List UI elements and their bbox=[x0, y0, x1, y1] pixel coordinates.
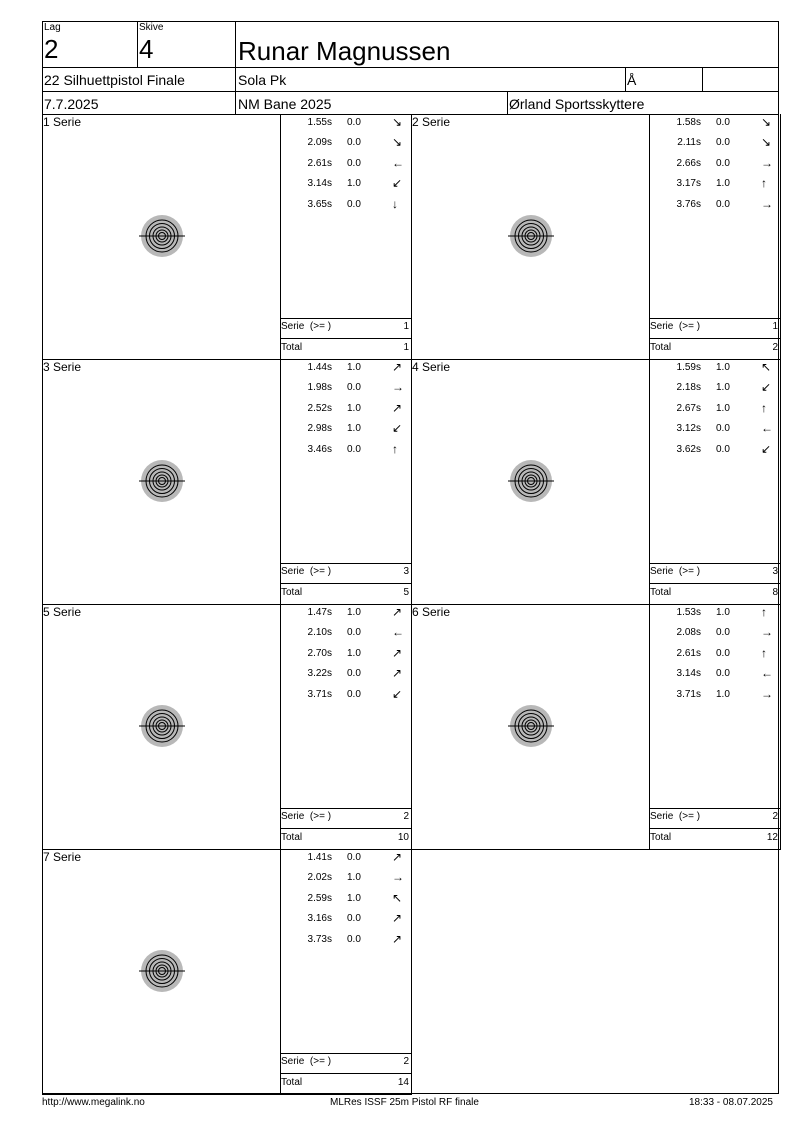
shot-time: 2.18s bbox=[676, 382, 701, 394]
series-title: 7 Serie bbox=[43, 850, 82, 864]
shot-direction-icon: → bbox=[761, 686, 773, 701]
shot-direction-icon: ↑ bbox=[392, 441, 398, 456]
footer-website: http://www.megalink.no bbox=[42, 1097, 145, 1108]
series-divider bbox=[411, 604, 412, 849]
shot-score: 1.0 bbox=[716, 362, 730, 373]
serie-score: 3 bbox=[772, 566, 778, 577]
shot-time: 2.61s bbox=[307, 157, 332, 169]
shot-score: 0.0 bbox=[716, 423, 730, 435]
shot-time: 1.47s bbox=[307, 607, 332, 618]
shot-direction-icon: ↗ bbox=[392, 605, 403, 619]
shot-time: 1.58s bbox=[676, 117, 701, 128]
series-divider bbox=[411, 604, 781, 605]
total-label: Total bbox=[650, 832, 672, 843]
shot-score: 0.0 bbox=[716, 157, 730, 169]
shot-direction-icon: ↗ bbox=[392, 911, 403, 926]
shot-time: 3.12s bbox=[676, 423, 701, 435]
shot-time: 1.44s bbox=[307, 362, 332, 373]
shot-direction-icon: ↗ bbox=[392, 400, 403, 415]
shot-score: 0.0 bbox=[347, 913, 361, 925]
club-name: Sola Pk bbox=[238, 72, 287, 88]
lag-label: Lag bbox=[44, 22, 61, 33]
shot-time: 2.02s bbox=[307, 872, 332, 884]
shot-score: 0.0 bbox=[347, 382, 361, 394]
serie-label: Serie (>= ) bbox=[281, 566, 332, 577]
series-divider bbox=[780, 359, 781, 604]
shot-direction-icon: ↗ bbox=[392, 931, 403, 946]
shot-score: 0.0 bbox=[716, 647, 730, 659]
shot-score: 0.0 bbox=[347, 443, 361, 455]
series-divider bbox=[280, 318, 411, 319]
shot-time: 2.08s bbox=[676, 627, 701, 639]
organizer-name: Ørland Sportsskyttere bbox=[509, 96, 645, 112]
shot-direction-icon: ← bbox=[392, 155, 404, 170]
shot-time: 3.62s bbox=[676, 443, 701, 455]
header-divider bbox=[702, 67, 703, 91]
series-divider bbox=[280, 1073, 411, 1074]
target-icon bbox=[139, 703, 185, 749]
shot-time: 2.52s bbox=[307, 402, 332, 414]
shot-score: 0.0 bbox=[716, 137, 730, 149]
shot-time: 1.59s bbox=[676, 362, 701, 373]
shot-time: 3.17s bbox=[676, 178, 701, 190]
series-divider bbox=[411, 849, 412, 1094]
shot-time: 1.98s bbox=[307, 382, 332, 394]
shot-score: 1.0 bbox=[716, 607, 730, 618]
series-title: 6 Serie bbox=[412, 605, 451, 619]
series-divider bbox=[42, 359, 412, 360]
shot-score: 0.0 bbox=[347, 627, 361, 639]
series-title: 2 Serie bbox=[412, 115, 451, 129]
shot-score: 0.0 bbox=[347, 852, 361, 863]
serie-score: 3 bbox=[403, 566, 409, 577]
target-icon bbox=[508, 458, 554, 504]
shot-time: 1.53s bbox=[676, 607, 701, 618]
header-divider bbox=[42, 67, 779, 68]
series-divider bbox=[649, 828, 780, 829]
shot-score: 0.0 bbox=[347, 137, 361, 149]
series-divider bbox=[280, 828, 411, 829]
serie-score: 2 bbox=[403, 811, 409, 822]
lag-value: 2 bbox=[44, 34, 59, 64]
shot-time: 3.73s bbox=[307, 933, 332, 945]
serie-label: Serie (>= ) bbox=[281, 321, 332, 332]
shot-time: 2.98s bbox=[307, 423, 332, 435]
series-divider bbox=[42, 1094, 412, 1095]
target-icon bbox=[139, 948, 185, 994]
shot-direction-icon: ↘ bbox=[761, 135, 772, 150]
shot-direction-icon: ↑ bbox=[761, 605, 767, 619]
total-score: 5 bbox=[403, 587, 409, 598]
shot-time: 3.65s bbox=[307, 198, 332, 210]
skive-value: 4 bbox=[139, 34, 154, 64]
shot-score: 0.0 bbox=[347, 157, 361, 169]
shot-direction-icon: ↘ bbox=[392, 135, 403, 150]
shot-time: 3.16s bbox=[307, 913, 332, 925]
shot-direction-icon: ↙ bbox=[761, 441, 772, 456]
shot-direction-icon: ← bbox=[392, 625, 404, 640]
series-divider bbox=[649, 583, 780, 584]
total-score: 1 bbox=[403, 342, 409, 353]
series-title: 3 Serie bbox=[43, 360, 82, 374]
shot-direction-icon: ↑ bbox=[761, 400, 767, 415]
event-name: 22 Silhuettpistol Finale bbox=[44, 72, 185, 88]
shot-score: 0.0 bbox=[716, 627, 730, 639]
shot-score: 0.0 bbox=[716, 117, 730, 128]
serie-label: Serie (>= ) bbox=[650, 321, 701, 332]
series-divider bbox=[42, 604, 412, 605]
serie-score: 2 bbox=[403, 1056, 409, 1067]
shot-time: 3.76s bbox=[676, 198, 701, 210]
shot-direction-icon: ↙ bbox=[392, 176, 403, 191]
shot-direction-icon: ↘ bbox=[392, 115, 403, 129]
shot-direction-icon: ↙ bbox=[761, 380, 772, 395]
shot-direction-icon: ↙ bbox=[392, 421, 403, 436]
serie-label: Serie (>= ) bbox=[281, 1056, 332, 1067]
shot-score: 0.0 bbox=[716, 198, 730, 210]
shot-direction-icon: → bbox=[392, 380, 404, 395]
shot-score: 1.0 bbox=[347, 892, 361, 904]
total-label: Total bbox=[650, 342, 672, 353]
shot-time: 3.22s bbox=[307, 668, 332, 680]
series-divider bbox=[280, 1053, 411, 1054]
shot-score: 0.0 bbox=[347, 117, 361, 128]
series-divider bbox=[280, 808, 411, 809]
competition-date: 7.7.2025 bbox=[44, 96, 99, 112]
shot-time: 2.67s bbox=[676, 402, 701, 414]
shot-score: 1.0 bbox=[347, 423, 361, 435]
serie-label: Serie (>= ) bbox=[650, 811, 701, 822]
footer-timestamp: 18:33 - 08.07.2025 bbox=[689, 1097, 773, 1108]
shot-direction-icon: ↗ bbox=[392, 666, 403, 681]
shot-direction-icon: ↘ bbox=[761, 115, 772, 129]
total-label: Total bbox=[281, 1077, 303, 1088]
shot-direction-icon: ↖ bbox=[761, 360, 772, 374]
shot-direction-icon: ↑ bbox=[761, 176, 767, 191]
serie-score: 1 bbox=[403, 321, 409, 332]
shot-score: 1.0 bbox=[347, 872, 361, 884]
series-divider bbox=[411, 849, 781, 850]
shot-time: 2.09s bbox=[307, 137, 332, 149]
serie-score: 2 bbox=[772, 811, 778, 822]
series-divider bbox=[780, 604, 781, 849]
class-value: Å bbox=[627, 72, 637, 88]
header-divider bbox=[42, 91, 779, 92]
shot-time: 1.55s bbox=[307, 117, 332, 128]
competition-name: NM Bane 2025 bbox=[238, 96, 332, 112]
shot-score: 1.0 bbox=[347, 362, 361, 373]
shot-time: 2.11s bbox=[677, 137, 701, 149]
shot-time: 3.71s bbox=[307, 688, 332, 700]
shot-direction-icon: ↓ bbox=[392, 196, 398, 211]
total-label: Total bbox=[281, 587, 303, 598]
series-divider bbox=[42, 849, 412, 850]
total-label: Total bbox=[281, 342, 303, 353]
serie-label: Serie (>= ) bbox=[281, 811, 332, 822]
shot-direction-icon: ← bbox=[761, 421, 773, 436]
total-score: 8 bbox=[772, 587, 778, 598]
shot-score: 1.0 bbox=[716, 178, 730, 190]
shot-score: 0.0 bbox=[716, 443, 730, 455]
header-divider bbox=[507, 91, 508, 114]
series-divider bbox=[411, 114, 412, 359]
series-divider bbox=[411, 359, 781, 360]
shot-time: 2.10s bbox=[307, 627, 332, 639]
series-divider bbox=[280, 583, 411, 584]
shooter-name: Runar Magnussen bbox=[238, 36, 451, 66]
shot-score: 0.0 bbox=[347, 933, 361, 945]
shot-direction-icon: ↙ bbox=[392, 686, 403, 701]
shot-score: 1.0 bbox=[347, 178, 361, 190]
series-divider bbox=[649, 318, 780, 319]
shot-direction-icon: ↗ bbox=[392, 360, 403, 374]
total-label: Total bbox=[281, 832, 303, 843]
total-score: 10 bbox=[397, 832, 409, 843]
total-score: 14 bbox=[397, 1077, 409, 1088]
footer-program: MLRes ISSF 25m Pistol RF finale bbox=[330, 1097, 479, 1108]
shot-direction-icon: → bbox=[761, 155, 773, 170]
shot-score: 1.0 bbox=[716, 402, 730, 414]
shot-direction-icon: ↑ bbox=[761, 645, 767, 660]
shot-time: 2.70s bbox=[307, 647, 332, 659]
series-title: 5 Serie bbox=[43, 605, 82, 619]
shot-direction-icon: ↗ bbox=[392, 850, 403, 864]
shot-direction-icon: ↗ bbox=[392, 645, 403, 660]
series-divider bbox=[649, 563, 780, 564]
shot-time: 3.14s bbox=[676, 668, 701, 680]
total-score: 2 bbox=[772, 342, 778, 353]
shot-score: 1.0 bbox=[347, 647, 361, 659]
shot-score: 0.0 bbox=[716, 668, 730, 680]
series-divider bbox=[411, 359, 412, 604]
shot-direction-icon: → bbox=[392, 870, 404, 885]
header-divider bbox=[625, 67, 626, 91]
target-icon bbox=[508, 703, 554, 749]
shot-time: 2.59s bbox=[307, 892, 332, 904]
target-icon bbox=[139, 458, 185, 504]
shot-time: 3.46s bbox=[307, 443, 332, 455]
serie-label: Serie (>= ) bbox=[650, 566, 701, 577]
shot-time: 3.71s bbox=[676, 688, 701, 700]
shot-direction-icon: ↖ bbox=[392, 890, 403, 905]
target-icon bbox=[508, 213, 554, 259]
shot-score: 1.0 bbox=[347, 402, 361, 414]
series-divider bbox=[780, 114, 781, 359]
shot-time: 1.41s bbox=[307, 852, 332, 863]
header-divider bbox=[235, 21, 236, 114]
series-divider bbox=[280, 563, 411, 564]
series-divider bbox=[649, 808, 780, 809]
series-divider bbox=[280, 338, 411, 339]
shot-score: 0.0 bbox=[347, 668, 361, 680]
shot-direction-icon: ← bbox=[761, 666, 773, 681]
shot-direction-icon: → bbox=[761, 625, 773, 640]
shot-score: 0.0 bbox=[347, 198, 361, 210]
series-divider bbox=[649, 338, 780, 339]
shot-score: 0.0 bbox=[347, 688, 361, 700]
total-score: 12 bbox=[766, 832, 778, 843]
serie-score: 1 bbox=[772, 321, 778, 332]
shot-time: 2.66s bbox=[676, 157, 701, 169]
shot-time: 2.61s bbox=[676, 647, 701, 659]
shot-score: 1.0 bbox=[347, 607, 361, 618]
target-icon bbox=[139, 213, 185, 259]
shot-score: 1.0 bbox=[716, 382, 730, 394]
skive-label: Skive bbox=[139, 22, 164, 33]
shot-direction-icon: → bbox=[761, 196, 773, 211]
shot-time: 3.14s bbox=[307, 178, 332, 190]
total-label: Total bbox=[650, 587, 672, 598]
series-title: 4 Serie bbox=[412, 360, 451, 374]
header-divider bbox=[137, 21, 138, 67]
shot-score: 1.0 bbox=[716, 688, 730, 700]
series-title: 1 Serie bbox=[43, 115, 82, 129]
